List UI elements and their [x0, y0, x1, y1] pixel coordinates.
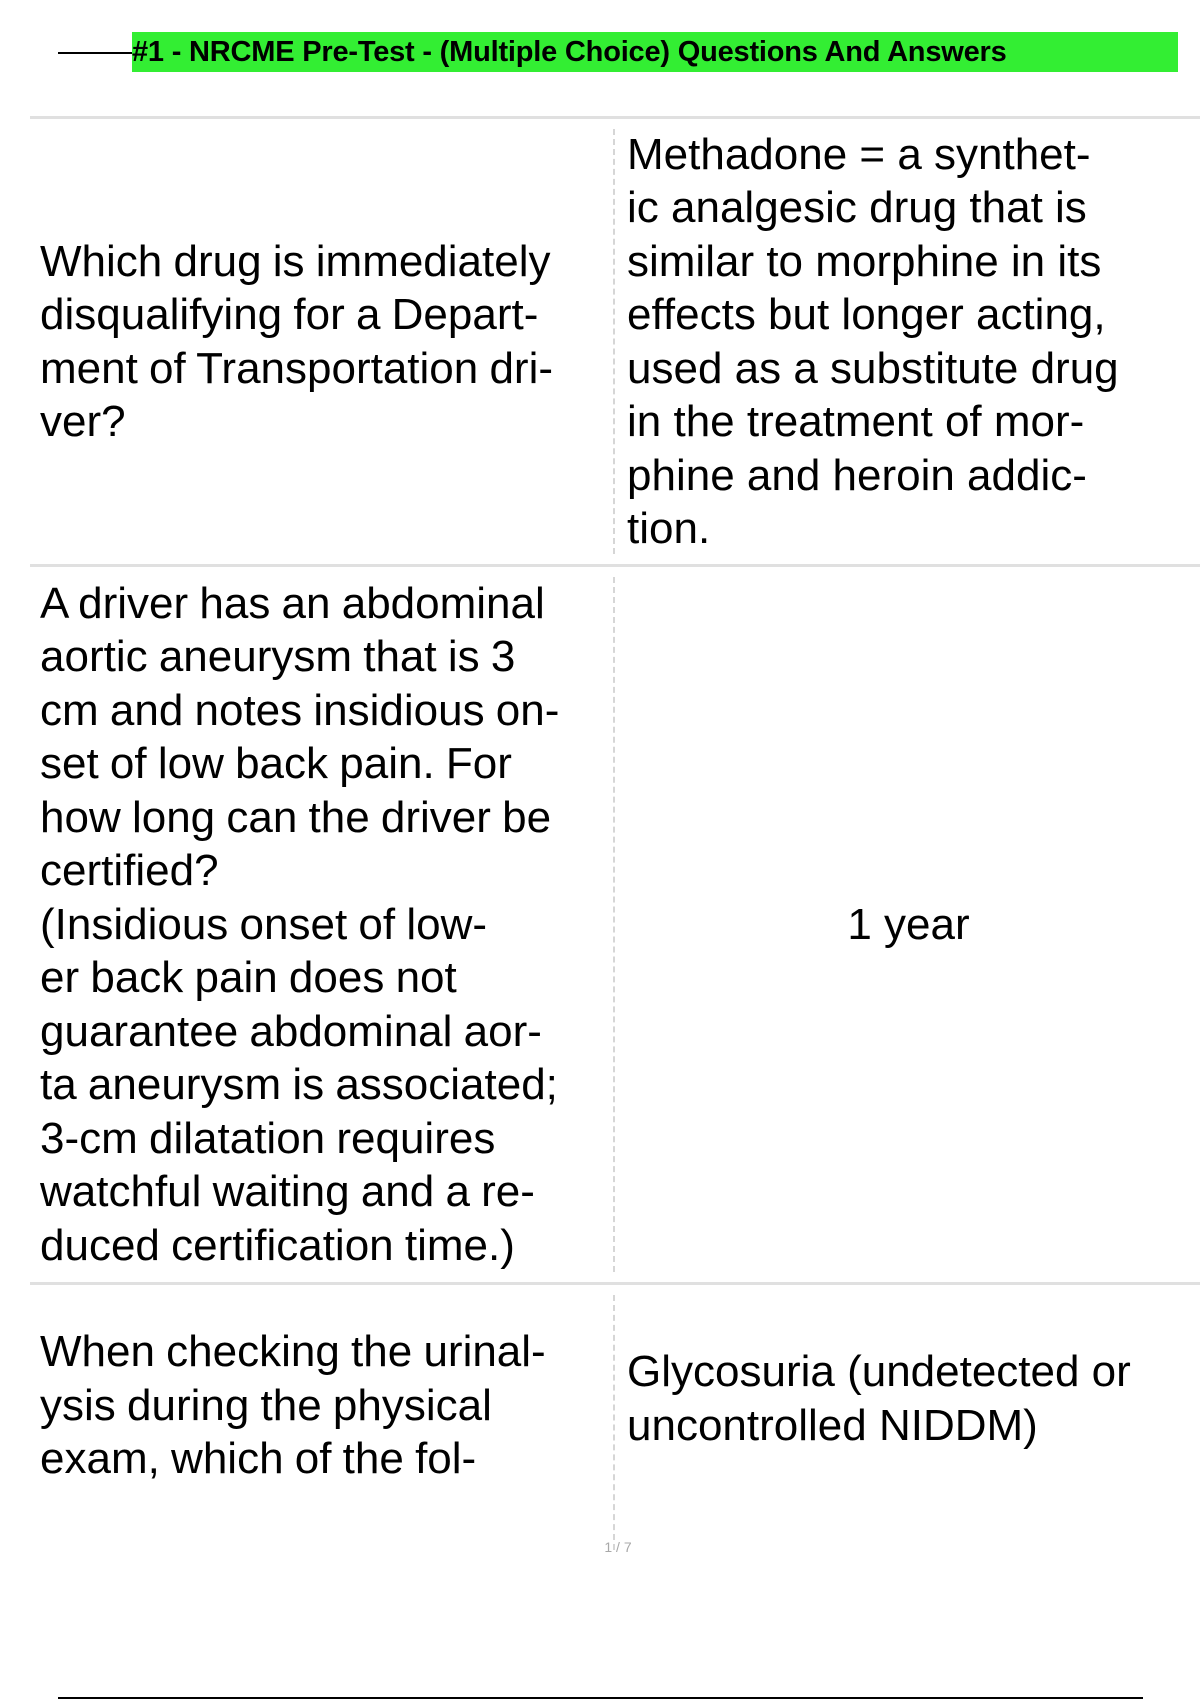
footer-rule — [58, 1697, 1143, 1699]
qa-table — [30, 116, 1200, 1560]
answer-cell — [615, 567, 1200, 1282]
document-header — [58, 30, 1143, 74]
question-cell — [30, 119, 613, 564]
answer-cell — [615, 119, 1200, 564]
answer-text: Glycosuria (undetected or uncontrolled NIDDM) — [627, 1347, 1131, 1450]
qa-row — [30, 116, 1200, 564]
question-text: Which drug is immediately disqualifying for a Depart- ment of Transportation dri- ver? — [40, 236, 554, 446]
qa-row — [30, 1282, 1200, 1560]
question-text: When checking the urinal- ysis during the physical exam, which of the fol- — [40, 1327, 546, 1483]
answer-text: Methadone = a synthet- ic analgesic drug that is similar to morphine in its effects but longer acting, used as a substitute drug in the treatment of mor- phine and heroin addic- tion. — [627, 129, 1119, 553]
document-title: #1 - NRCME Pre-Test - (Multiple Choice) Questions And Answers — [132, 32, 1178, 72]
question-cell — [30, 567, 613, 1282]
answer-text: 1 year — [847, 899, 970, 949]
qa-row — [30, 564, 1200, 1282]
answer-cell — [615, 1285, 1200, 1560]
page-number: 1 / 7 — [604, 1539, 632, 1555]
question-text: A driver has an abdominal aortic aneurysm that is 3 cm and notes insidious on- set of low back pain. For how long can the driver be certified? (Insidious onset of low- er back pain does not guarantee abdominal aor- ta aneurysm is associated; 3-cm dilatation requires watchful waiting and a re- duced certification time.) — [40, 578, 560, 1270]
question-cell — [30, 1285, 613, 1560]
